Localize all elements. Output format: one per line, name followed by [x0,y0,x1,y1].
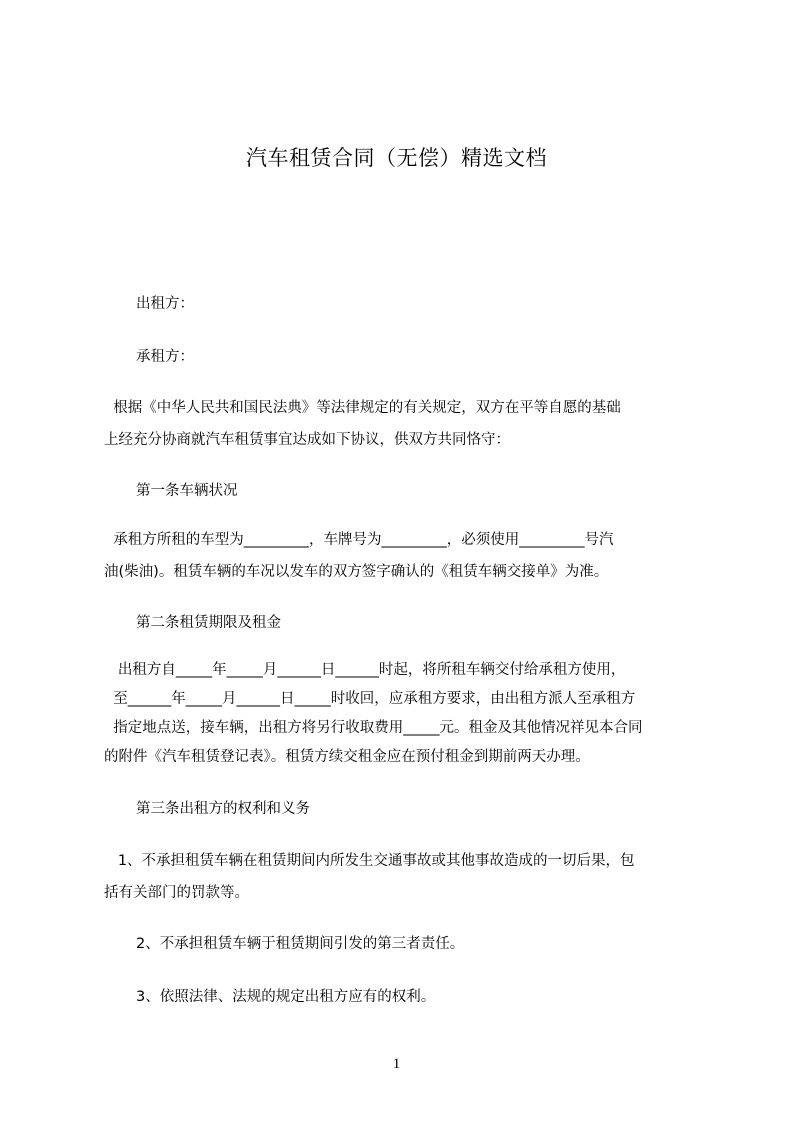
lessor-label: 出租方： [136,296,194,312]
document-title: 汽车租赁合同（无偿）精选文档 [246,146,547,170]
article3-item-1: 1、不承担租赁车辆在租赁期间内所发生交通事故或其他事故造成的一切后果，包 括有关部门的罚款等。 [104,853,635,901]
article2-heading: 第二条租赁期限及租金 [136,615,281,631]
intro-paragraph: 根据《中华人民共和国民法典》等法律规定的有关规定，双方在平等自愿的基础 上经充分协商就汽车租赁事宜达成如下协议，供双方共同恪守： [104,400,621,448]
article1-paragraph: 承租方所租的车型为_________，车牌号为_________，必须使用_________号汽 油(柴油)。租赁车辆的车况以发车的双方签字确认的《租赁车辆交接单》为准。 [104,532,614,580]
lessee-label: 承租方： [136,349,194,365]
article3-item-2: 2、不承担租赁车辆于租赁期间引发的第三者责任。 [136,936,465,952]
page-number: 1 [392,1056,401,1072]
article3-heading: 第三条出租方的权利和义务 [136,801,310,817]
article3-item-3: 3、依照法律、法规的规定出租方应有的权利。 [136,989,436,1005]
article1-heading: 第一条车辆状况 [136,483,238,499]
article2-paragraph: 出租方自_____年_____月______日______时起，将所租车辆交付给承租方使用， 至______年_____月______日_____时收回，应承租方要求，由出租方派人至承租方 指定地点送，接车辆，出租方将另行收取费用_____元。租金及其他情况祥见本合同 的附件《汽车租赁登记表》。租赁方续交租金应在预付租金到期前两天办理。 [104,662,643,765]
